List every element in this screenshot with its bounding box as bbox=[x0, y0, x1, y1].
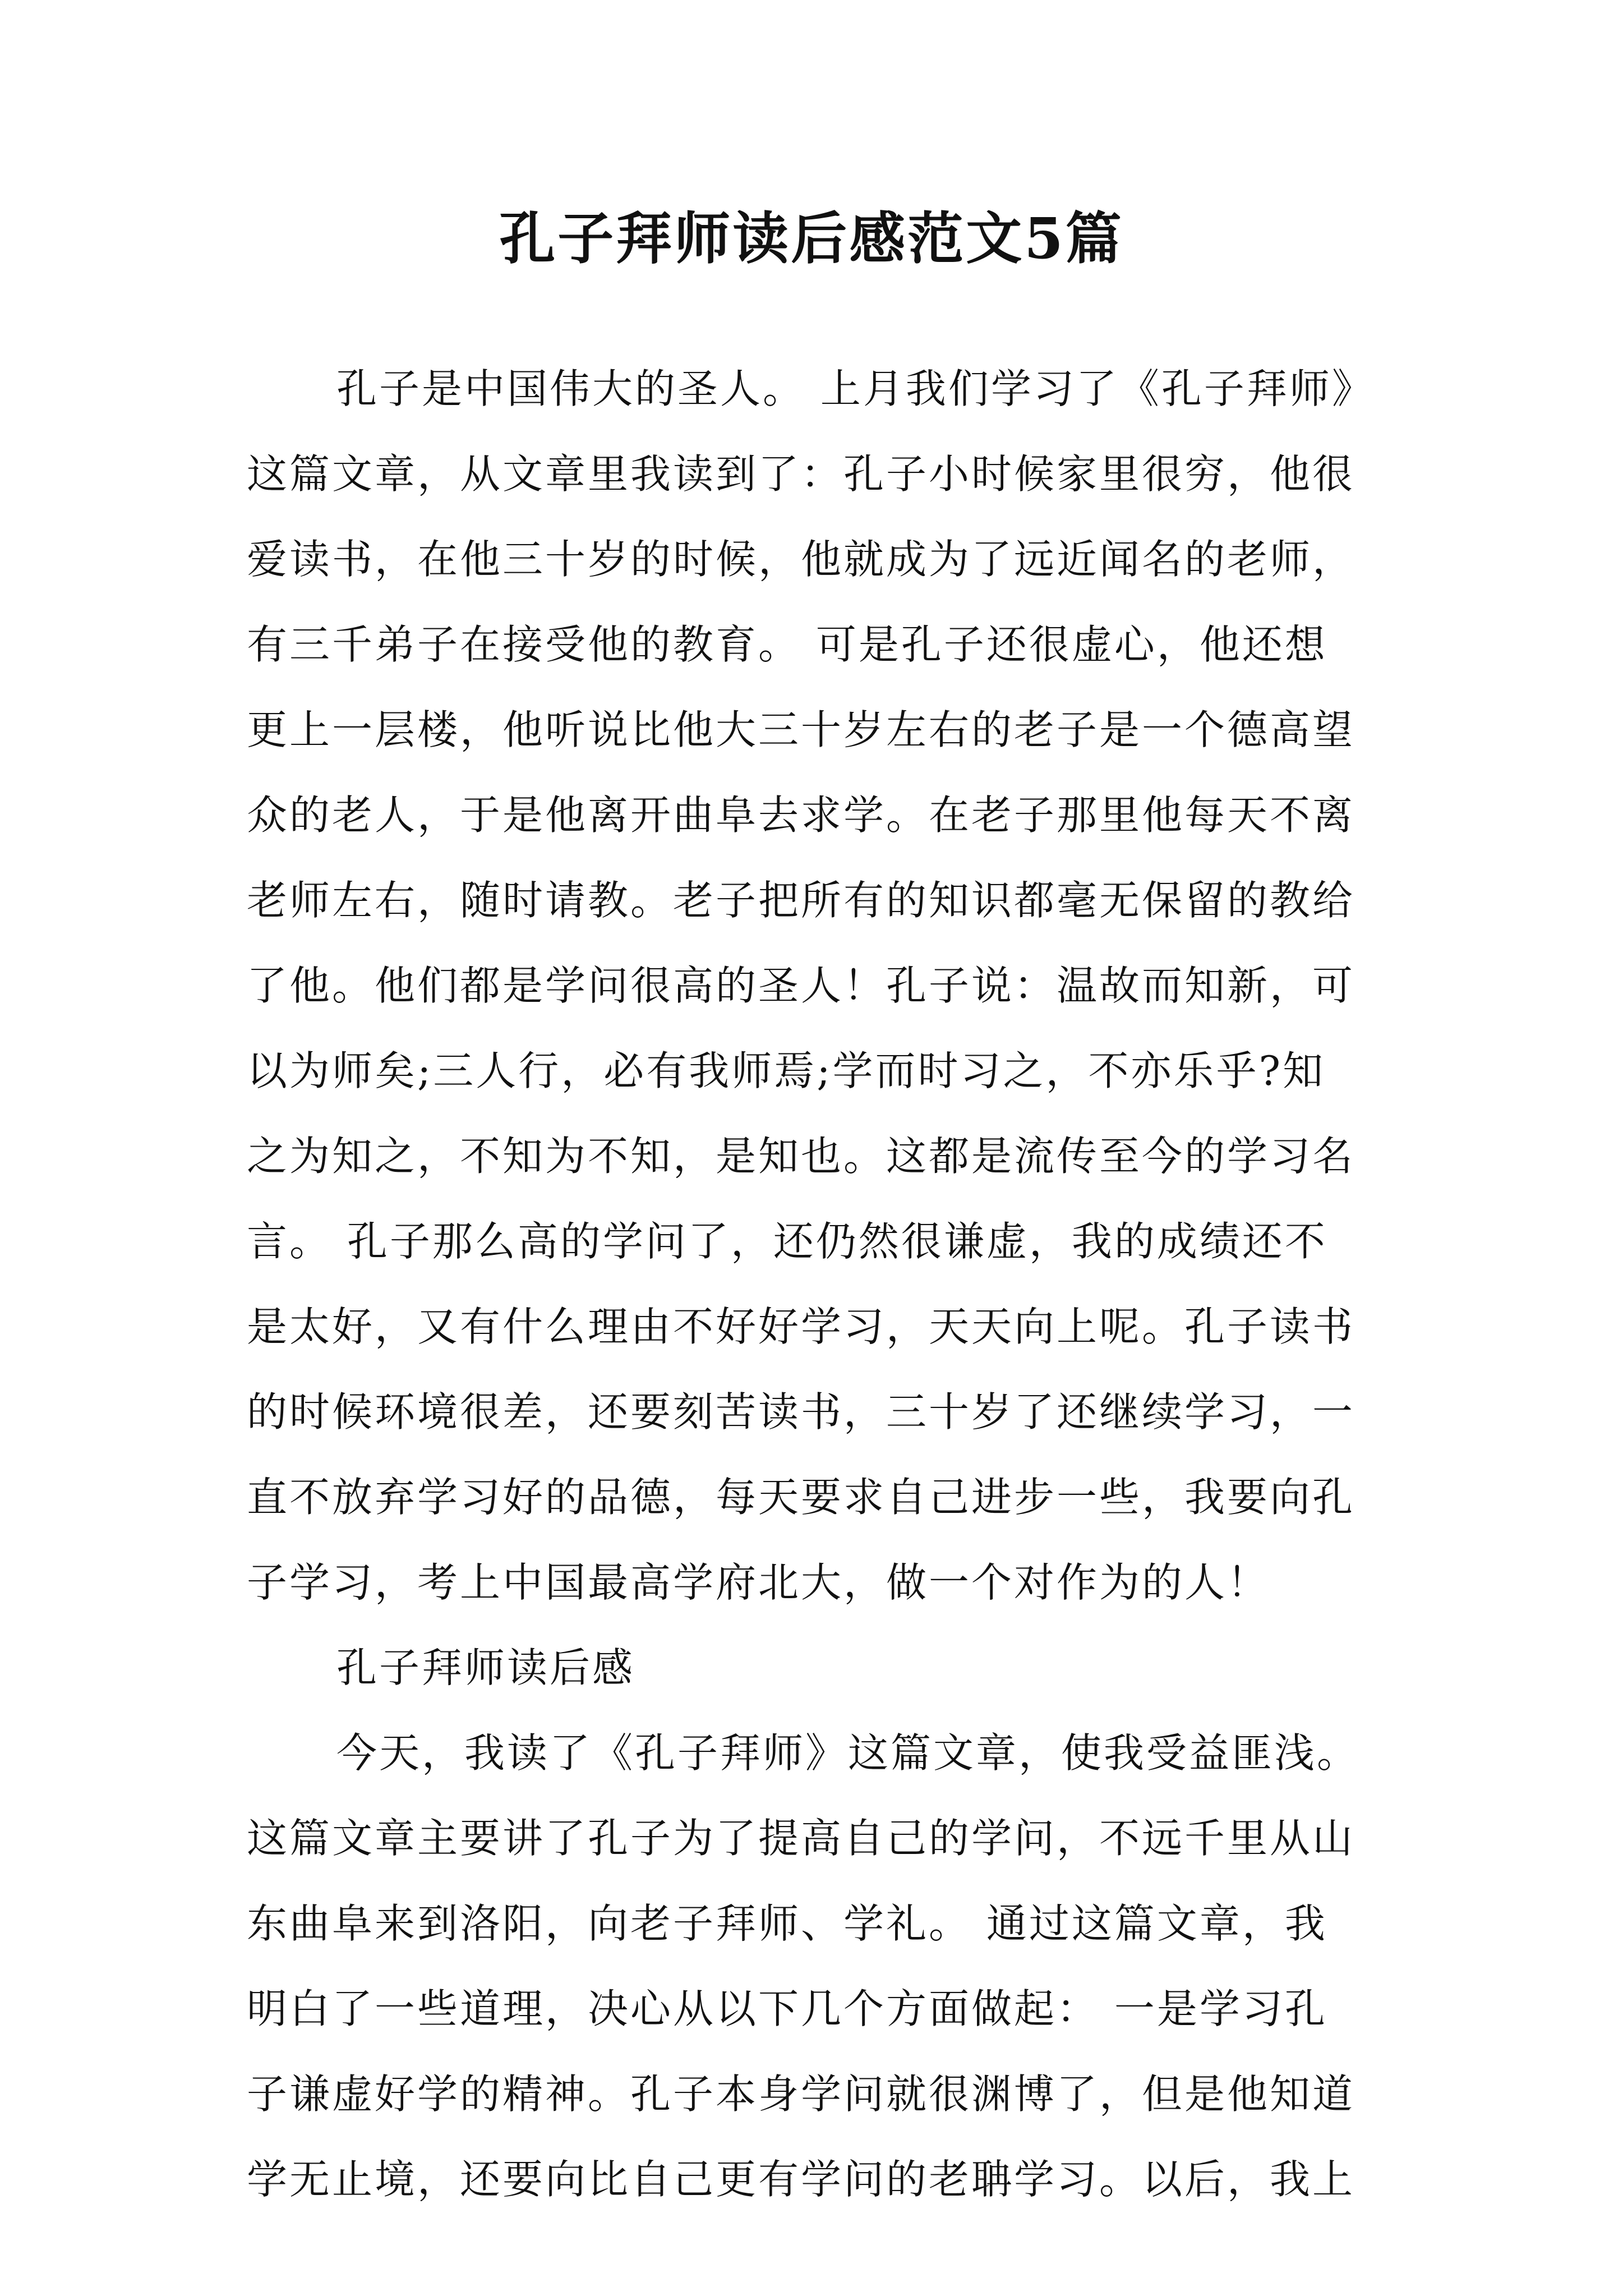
paragraph-line: 的时候环境很差，还要刻苦读书，三十岁了还继续学习，一 bbox=[247, 1388, 1355, 1435]
document-title: 孔子拜师读后感范文5篇 bbox=[499, 205, 1124, 272]
paragraph-line: 明白了一些道理，决心从以下几个方面做起： 一是学习孔 bbox=[247, 1985, 1327, 2032]
paragraph-line: 这篇文章主要讲了孔子为了提高自己的学问，不远千里从山 bbox=[247, 1815, 1355, 1862]
paragraph-line: 今天，我读了《孔子拜师》这篇文章，使我受益匪浅。 bbox=[336, 1729, 1360, 1777]
paragraph-line: 之为知之，不知为不知，是知也。这都是流传至今的学习名 bbox=[247, 1133, 1355, 1180]
paragraph-line: 学无止境，还要向比自己更有学问的老聃学习。以后，我上 bbox=[247, 2156, 1355, 2203]
paragraph-line: 子学习，考上中国最高学府北大，做一个对作为的人！ bbox=[247, 1559, 1270, 1606]
paragraph-line: 是太好，又有什么理由不好好学习，天天向上呢。孔子读书 bbox=[247, 1303, 1355, 1350]
paragraph-line: 以为师矣;三人行，必有我师焉;学而时习之，不亦乐乎?知 bbox=[247, 1047, 1326, 1094]
paragraph-line: 老师左右，随时请教。老子把所有的知识都毫无保留的教给 bbox=[247, 877, 1355, 924]
paragraph-line: 言。 孔子那么高的学问了，还仍然很谦虚，我的成绩还不 bbox=[247, 1218, 1327, 1265]
paragraph-line: 这篇文章，从文章里我读到了：孔子小时候家里很穷，他很 bbox=[247, 450, 1355, 498]
paragraph-line: 有三千弟子在接受他的教育。 可是孔子还很虚心，他还想 bbox=[247, 621, 1327, 668]
paragraph-line: 孔子是中国伟大的圣人。 上月我们学习了《孔子拜师》 bbox=[336, 365, 1375, 412]
paragraph-line: 众的老人，于是他离开曲阜去求学。在老子那里他每天不离 bbox=[247, 792, 1355, 839]
section-heading: 孔子拜师读后感 bbox=[336, 1644, 635, 1691]
paragraph-line: 了他。他们都是学问很高的圣人！孔子说：温故而知新，可 bbox=[247, 962, 1355, 1009]
paragraph-line: 直不放弃学习好的品德，每天要求自己进步一些，我要向孔 bbox=[247, 1474, 1355, 1521]
paragraph-line: 爱读书，在他三十岁的时候，他就成为了远近闻名的老师， bbox=[247, 536, 1355, 583]
paragraph-line: 子谦虚好学的精神。孔子本身学问就很渊博了，但是他知道 bbox=[247, 2070, 1355, 2118]
paragraph-line: 东曲阜来到洛阳，向老子拜师、学礼。 通过这篇文章，我 bbox=[247, 1900, 1327, 1947]
paragraph-line: 更上一层楼，他听说比他大三十岁左右的老子是一个德高望 bbox=[247, 706, 1355, 753]
